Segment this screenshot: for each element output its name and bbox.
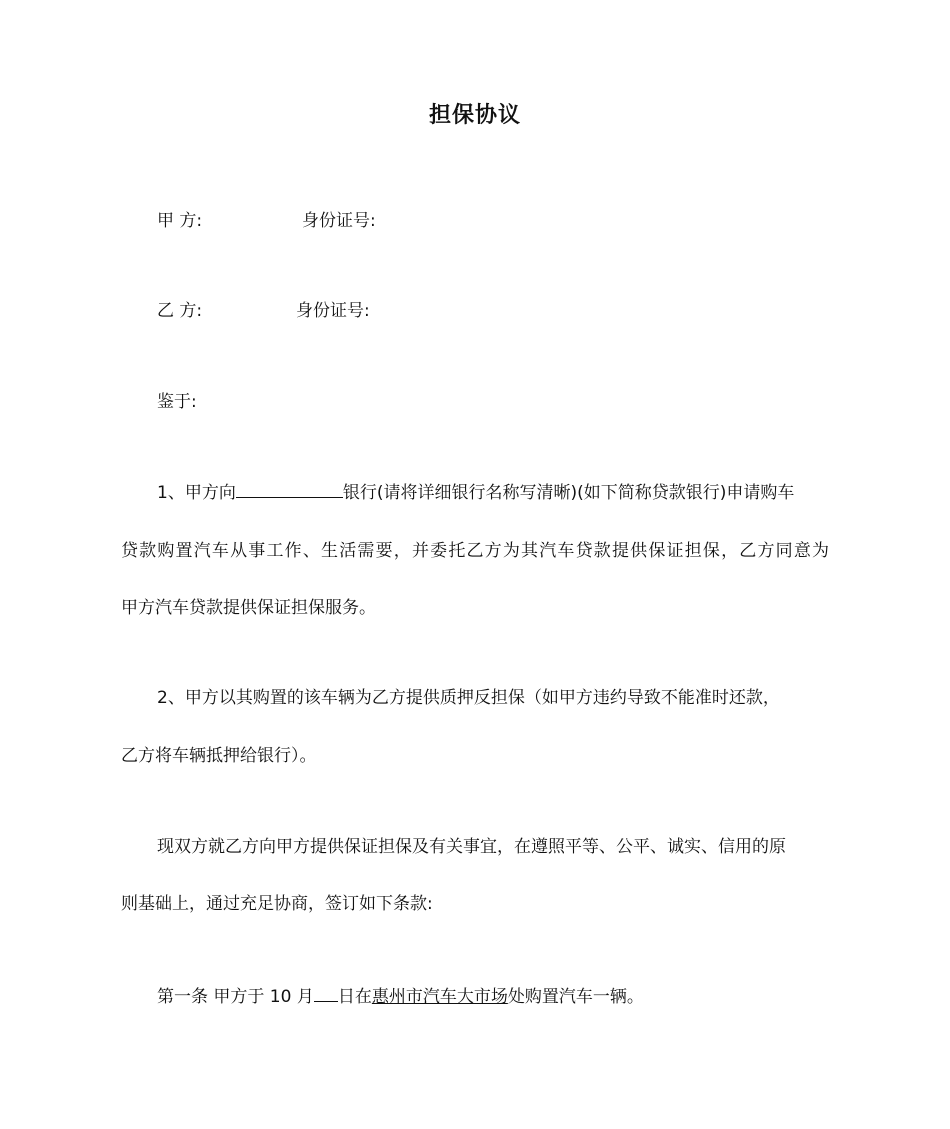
intro-line2: 则基础上，通过充足协商，签订如下条款: [121,894,433,914]
party-b-id-label: 身份证号: [296,301,370,321]
clause1-line1-rest: 银行(请将详细银行名称写清晰)(如下简称贷款银行)申请购车 [342,483,795,503]
article1-suffix: 处购置汽车一辆。 [507,987,644,1007]
whereas-heading: 鉴于: [157,392,197,412]
article1-line [157,985,644,1009]
day-blank [314,985,338,1002]
article1-day-suffix: 日在 [337,987,372,1007]
party-a-label: 甲 方: [157,211,203,231]
party-b-label: 乙 方: [157,301,203,321]
clause2-line1: 2、甲方以其购置的该车辆为乙方提供质押反担保（如甲方违约导致不能准时还款， [157,688,780,708]
purchase-place: 惠州市汽车大市场 [371,987,508,1007]
clause1-prefix: 1、甲方向 [157,483,236,503]
clause1-line1 [157,481,794,505]
clause2-line2: 乙方将车辆抵押给银行）。 [121,746,317,766]
party-a-id-label: 身份证号: [302,211,376,231]
document-title: 担保协议 [428,103,521,128]
clause1-line3: 甲方汽车贷款提供保证担保服务。 [121,598,376,618]
article1-prefix: 第一条 甲方于 10 月 [157,987,314,1007]
clause1-line2: 贷款购置汽车从事工作、生活需要，并委托乙方为其汽车贷款提供保证担保，乙方同意为 [121,541,829,561]
bank-name-blank [236,481,343,498]
intro-line1: 现双方就乙方向甲方提供保证担保及有关事宜，在遵照平等、公平、诚实、信用的原 [157,837,786,857]
